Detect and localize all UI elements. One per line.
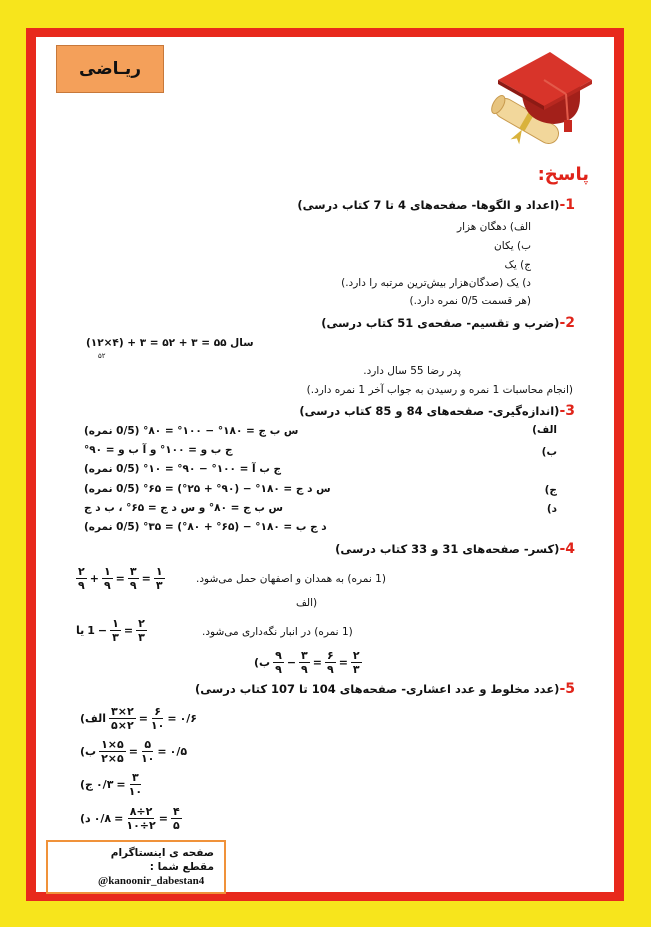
s1-line-d: د) یک (صدگان‌هزار بیش‌ترین مرتبه را دارد.) (341, 277, 531, 289)
denominator: ۵ (172, 819, 180, 832)
graduation-cap-icon (484, 44, 594, 154)
fraction (325, 650, 336, 675)
answer-heading: پاسخ: (537, 164, 589, 185)
s1-line-a: الف) دهگان هزار (457, 221, 531, 233)
fraction (171, 806, 182, 831)
s2-note: (انجام محاسبات 1 نمره و رسیدن به جواب آخر 1 نمره دارد.) (306, 384, 573, 396)
s4-b-expression-1: یا 1 − $\frac{۱}{۳}$ = $\frac{۲}{۳}$ (76, 617, 145, 644)
numerator: ۲ (352, 649, 360, 662)
section-2-number: 2- (559, 315, 575, 331)
denominator: ۹ (326, 663, 334, 676)
fraction (154, 566, 165, 591)
s3-label-b: ب) (541, 446, 557, 458)
fraction (351, 650, 362, 675)
section-5-title-text: (عدد مخلوط و عدد اعشاری- صفحه‌های 104 تا 107 کتاب درسی) (195, 682, 560, 696)
s3-label-d: د) (546, 503, 557, 515)
s5-c-row: (ج ۰/۳ = $\frac{۳}{۱۰}$ (80, 771, 143, 798)
denominator: ۳ (112, 631, 119, 644)
s3-row-5: س ب ج = ۸۰° و س د ج = ۶۵° ، ب د ج (84, 502, 284, 514)
fraction (128, 566, 139, 591)
instagram-line-1: صفحه ی اینستاگرام (110, 847, 214, 859)
numerator: ۴ (172, 805, 180, 818)
s3-row-4: س د ج = ۱۸۰° − (۹۰° + ۲۵°) = ۶۵° (0/5 نمره) (84, 483, 331, 495)
section-4-number: 4- (559, 541, 575, 557)
subject-label: ریـاضی (56, 45, 164, 93)
denominator: ۵×۲ (111, 719, 134, 732)
one: 1 (87, 624, 95, 637)
fraction (110, 618, 121, 643)
fraction (99, 739, 126, 764)
s1-line-c: ج) یک (504, 259, 531, 271)
denominator: ۹ (129, 579, 137, 592)
instagram-line-2: مقطع شما : (149, 861, 214, 873)
fraction (126, 806, 155, 831)
denominator: ۹ (103, 579, 111, 592)
s2-line-answer: پدر رضا 55 سال دارد. (363, 365, 461, 377)
section-3-title-text: (اندازه‌گیری- صفحه‌های 84 و 85 کتاب درسی) (299, 404, 560, 418)
denominator: ۳ (155, 579, 163, 592)
s3-row-6: د ج ب = ۱۸۰° − (۶۵° + ۸۰°) = ۳۵° (0/5 نمره) (84, 521, 327, 533)
s4-b-label: (ب (254, 656, 271, 669)
s5-label-a: (الف (80, 712, 107, 725)
numerator: ۳ (301, 649, 308, 662)
decimal-value: ۰/۵ (169, 745, 188, 758)
fraction (273, 650, 284, 675)
numerator: ۳ (132, 771, 139, 784)
s5-label-c: (ج (80, 778, 93, 791)
numerator: ۳×۲ (111, 705, 134, 718)
numerator: ۵ (144, 738, 152, 751)
numerator: ۸÷۲ (129, 805, 153, 818)
s3-label-c: ج) (544, 484, 557, 496)
section-2-title-text: (ضرب و تقسیم- صفحه‌ی 51 کتاب درسی) (321, 316, 560, 330)
s3-row-3: ج ب آ = ۱۰۰° − ۹۰° = ۱۰° (0/5 نمره) (84, 463, 282, 475)
numerator: ۱ (103, 565, 111, 578)
section-3-number: 3- (559, 403, 575, 419)
numerator: ۱ (112, 617, 119, 630)
denominator: ۳ (138, 631, 145, 644)
s5-a-row: (الف $\frac{۳\times ۲}{۵\times ۲}$ = $\frac{۶}{۱۰}$ = ۰/۶ (80, 705, 198, 732)
s3-label-a: الف) (532, 424, 557, 436)
decimal-value: ۰/۶ (179, 712, 198, 725)
s2-equation-sub: ۵۲ (98, 352, 106, 360)
fraction (76, 566, 87, 591)
section-5-title (195, 681, 575, 697)
numerator: ۹ (275, 649, 282, 662)
decimal-value: ۰/۸ (93, 812, 112, 825)
section-5-number: 5- (559, 681, 575, 697)
s2-equation: (۱۲×۴) + ۳ = ۵۲ + ۳ = ۵۵ سال (86, 337, 254, 349)
fraction (299, 650, 310, 675)
denominator: ۳ (352, 663, 360, 676)
s5-d-row: (د ۰/۸ = $\frac{۸\div ۲}{۱۰\div ۲}$ = $\frac{۴}{۵}$ (80, 805, 180, 832)
instagram-handle[interactable]: @kanoonir_dabestan4 (98, 875, 205, 887)
denominator: ۱۰ (128, 785, 143, 798)
denominator: ۱۰ (140, 752, 155, 765)
s1-line-b: ب) یکان (494, 240, 531, 252)
section-4-title-text: (کسر- صفحه‌های 31 و 33 کتاب درسی) (335, 542, 560, 556)
numerator: ۲ (78, 565, 85, 578)
numerator: ۶ (154, 705, 161, 718)
fraction (141, 739, 154, 764)
numerator: ۶ (326, 649, 334, 662)
numerator: ۱×۵ (101, 738, 124, 751)
s3-row-1: س ب ج = ۱۸۰° − ۱۰۰° = ۸۰° (0/5 نمره) (84, 425, 299, 437)
decimal-value: ۰/۳ (95, 778, 114, 791)
s5-label-b: (ب (80, 745, 97, 758)
section-1-title-text: (اعداد و الگوها- صفحه‌های 4 تا 7 کتاب درسی) (297, 198, 560, 212)
denominator: ۱۰÷۲ (126, 819, 156, 832)
s4-b-text: (1 نمره) در انبار نگه‌داری می‌شود. (202, 626, 353, 638)
s4-a-label: (الف (296, 597, 318, 609)
section-3-title (299, 403, 575, 419)
denominator: ۲×۵ (101, 752, 124, 765)
denominator: ۹ (301, 663, 308, 676)
fraction (109, 706, 136, 731)
fraction (151, 706, 164, 731)
or-word: یا (76, 624, 85, 637)
instagram-box (46, 840, 226, 894)
numerator: ۳ (129, 565, 137, 578)
denominator: ۹ (275, 663, 282, 676)
section-1-number: 1- (559, 197, 575, 213)
s4-a-expression: $\frac{۲}{۹}$ + $\frac{۱}{۹}$ = $\frac{۳}{۹}$ = $\frac{۱}{۳}$ (78, 565, 163, 592)
section-4-title (335, 541, 575, 557)
s4-b-expression-2: (ب $\frac{۹}{۹}$ − $\frac{۳}{۹}$ = $\frac{۶}{۹}$ = $\frac{۲}{۳}$ (254, 649, 360, 676)
s4-a-text: (1 نمره) به همدان و اصفهان حمل می‌شود. (196, 573, 386, 585)
s1-note: (هر قسمت 0/5 نمره دارد.) (409, 295, 531, 307)
fraction (102, 566, 113, 591)
s5-label-d: (د (80, 812, 91, 825)
s5-b-row: (ب $\frac{۱\times ۵}{۲\times ۵}$ = $\frac{۵}{۱۰}$ = ۰/۵ (80, 738, 188, 765)
numerator: ۲ (138, 617, 145, 630)
fraction (129, 772, 142, 797)
fraction (136, 618, 147, 643)
numerator: ۱ (155, 565, 163, 578)
s3-row-2: ج ب و = ۱۰۰° و آ ب و = ۹۰° (84, 444, 233, 456)
section-1-title (297, 197, 575, 213)
denominator: ۹ (78, 579, 85, 592)
section-2-title (321, 315, 575, 331)
denominator: ۱۰ (150, 719, 165, 732)
